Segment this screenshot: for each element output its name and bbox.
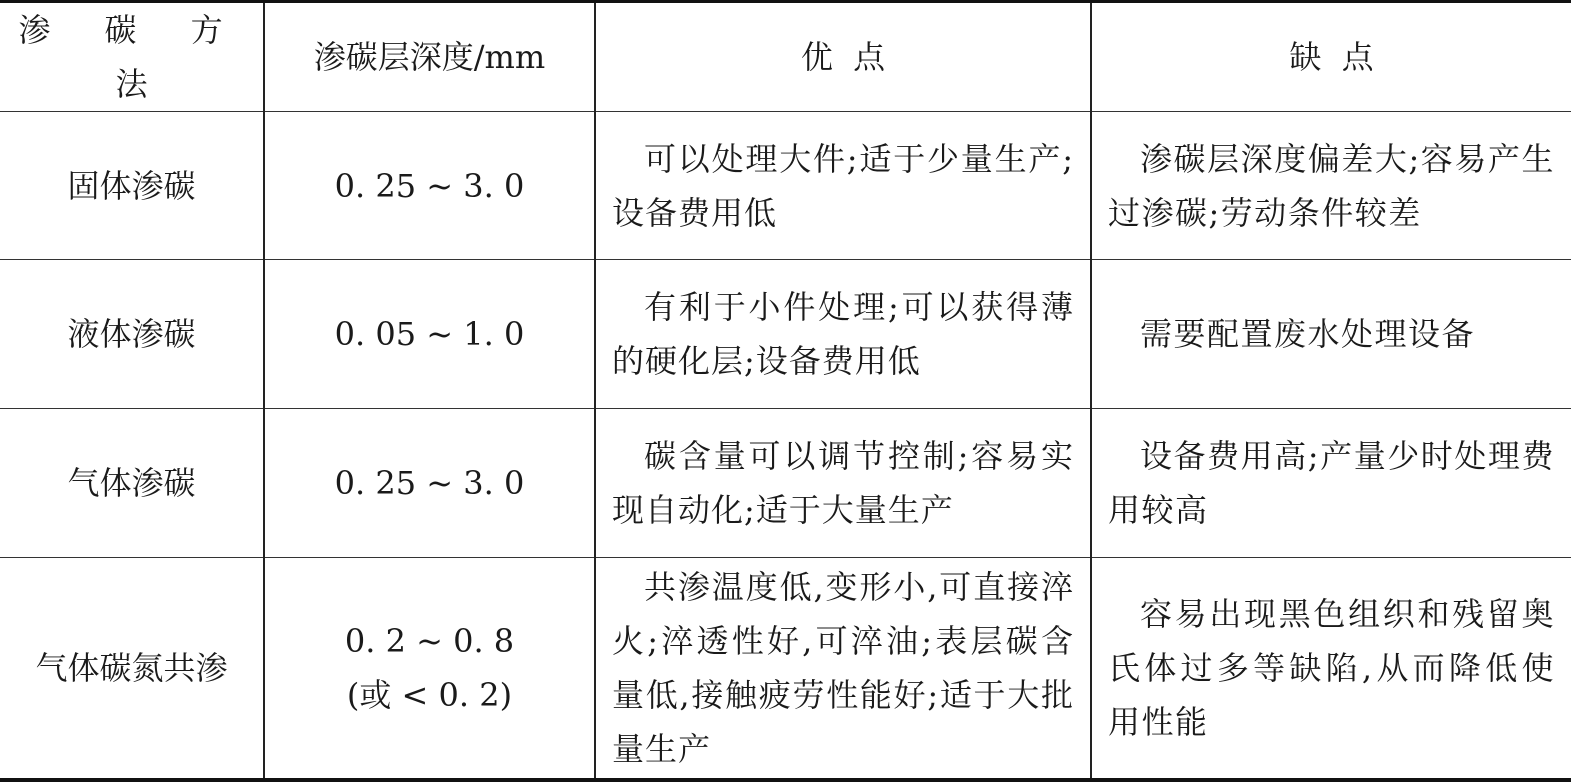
disadvantages-cell bbox=[1091, 112, 1571, 260]
advantages-cell bbox=[595, 409, 1091, 558]
advantages-text: 可以处理大件;适于少量生产;设备费用低 bbox=[612, 139, 1074, 232]
table-row bbox=[0, 409, 1571, 558]
header-method: 渗 碳 方 法 bbox=[0, 2, 264, 112]
depth-note: (或 < 0. 2) bbox=[346, 676, 513, 714]
advantages-cell bbox=[595, 112, 1091, 260]
advantages-text: 有利于小件处理;可以获得薄的硬化层;设备费用低 bbox=[612, 288, 1074, 380]
method-cell: 气体碳氮共渗 bbox=[0, 558, 264, 781]
advantages-text: 共渗温度低,变形小,可直接淬火;淬透性好,可淬油;表层碳含量低,接触疲劳性能好;适于大批量生产 bbox=[612, 568, 1074, 768]
disadvantages-cell bbox=[1091, 260, 1571, 409]
header-row bbox=[0, 2, 1571, 112]
advantages-cell bbox=[595, 260, 1091, 409]
depth-cell: 0. 25 ~ 3. 0 bbox=[264, 409, 595, 558]
table-row bbox=[0, 260, 1571, 409]
advantages-cell bbox=[595, 558, 1091, 781]
depth-cell: 0. 05 ~ 1. 0 bbox=[264, 260, 595, 409]
disadvantages-text: 渗碳层深度偏差大;容易产生过渗碳;劳动条件较差 bbox=[1108, 139, 1555, 232]
table-row bbox=[0, 112, 1571, 260]
method-cell: 液体渗碳 bbox=[0, 260, 264, 409]
method-cell: 固体渗碳 bbox=[0, 112, 264, 260]
disadvantages-text: 需要配置废水处理设备 bbox=[1140, 315, 1476, 353]
advantages-text: 碳含量可以调节控制;容易实现自动化;适于大量生产 bbox=[612, 437, 1074, 529]
disadvantages-text: 设备费用高;产量少时处理费用较高 bbox=[1108, 437, 1555, 529]
depth-cell: 0. 25 ~ 3. 0 bbox=[264, 112, 595, 260]
header-advantages: 优 点 bbox=[595, 2, 1091, 112]
method-cell: 气体渗碳 bbox=[0, 409, 264, 558]
table-row bbox=[0, 558, 1571, 781]
header-depth: 渗碳层深度/mm bbox=[264, 2, 595, 112]
depth-cell bbox=[264, 558, 595, 781]
disadvantages-text: 容易出现黑色组织和残留奥氏体过多等缺陷,从而降低使用性能 bbox=[1108, 595, 1555, 741]
disadvantages-cell bbox=[1091, 558, 1571, 781]
header-disadvantages: 缺 点 bbox=[1091, 2, 1571, 112]
disadvantages-cell bbox=[1091, 409, 1571, 558]
depth-range: 0. 2 ~ 0. 8 bbox=[344, 622, 515, 660]
